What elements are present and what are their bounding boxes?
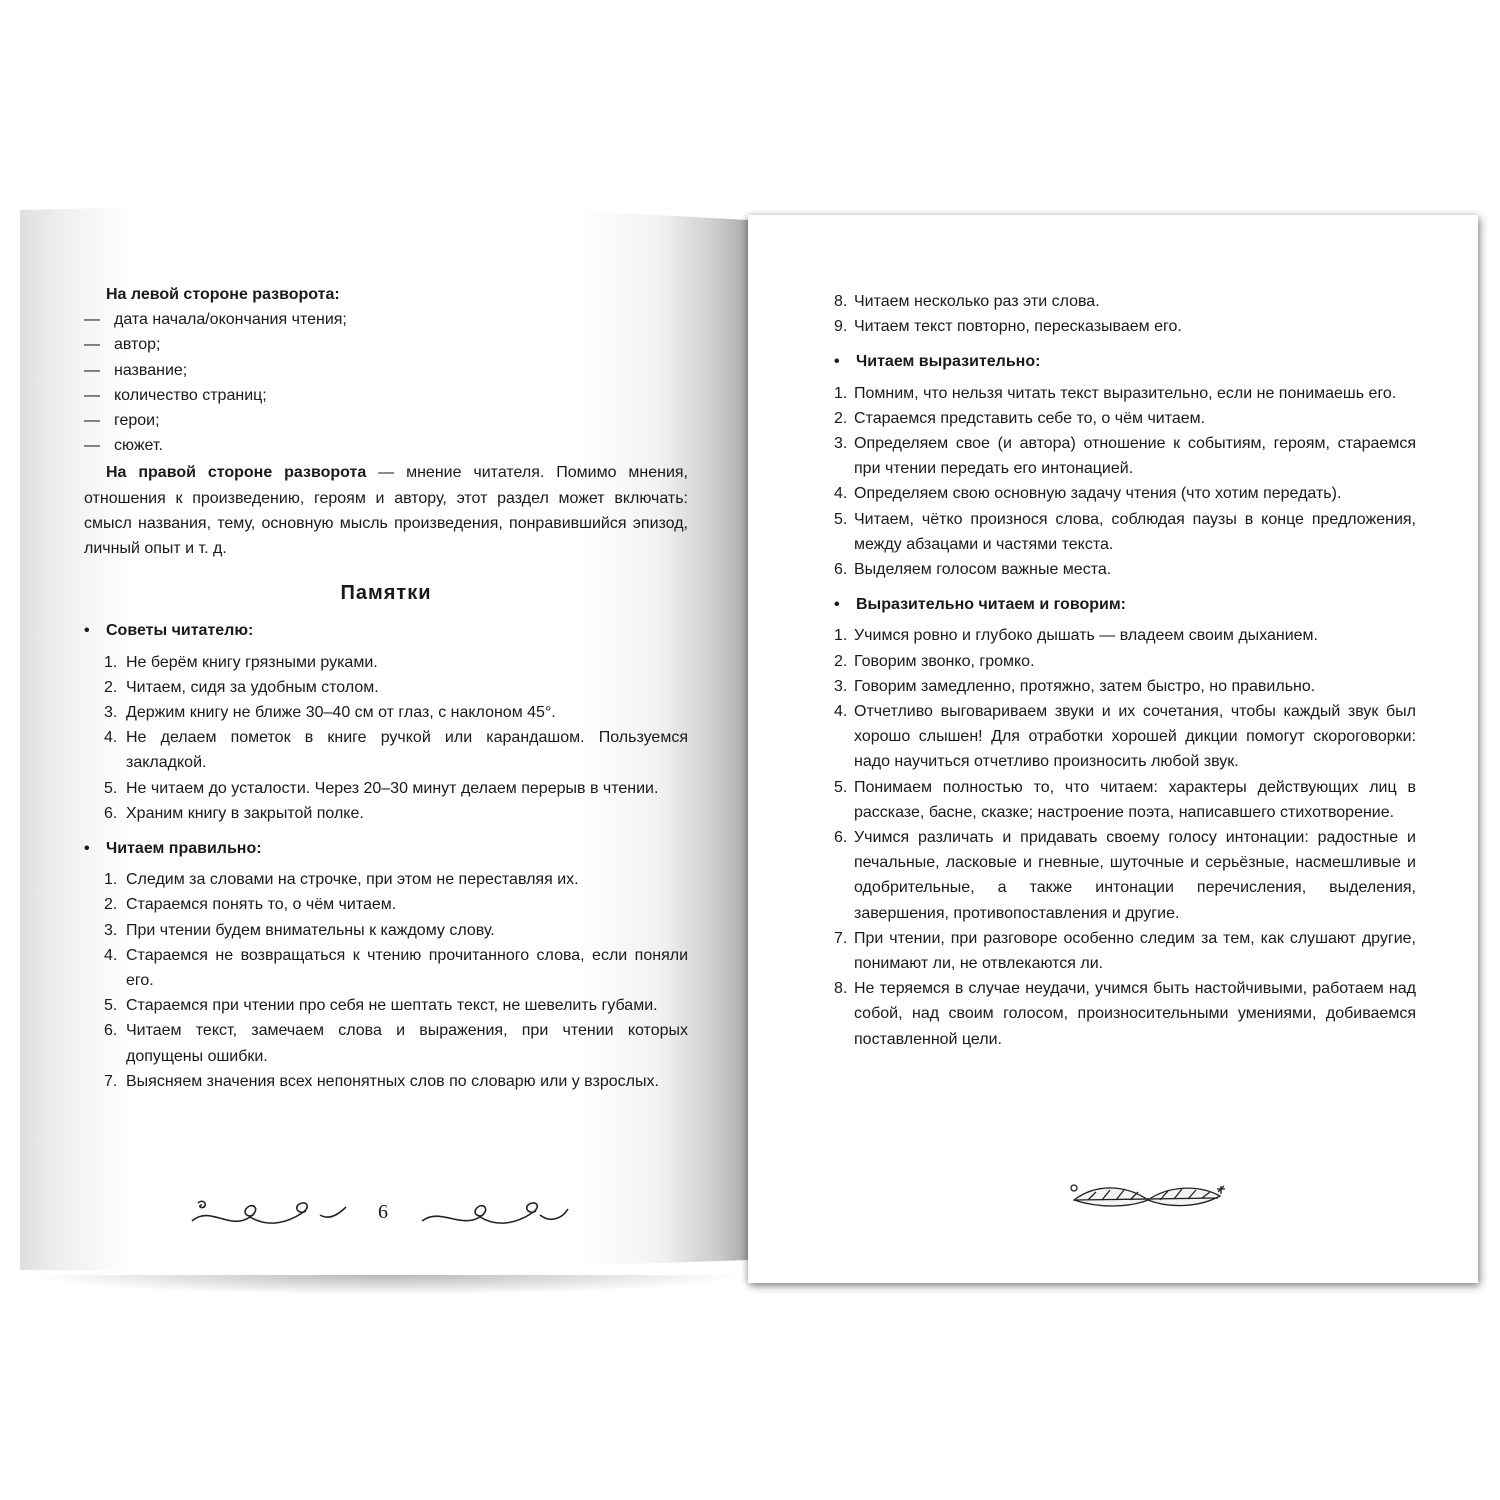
list-item	[834, 623, 1416, 648]
list-item-text: Читаем, сидя за удобным столом.	[126, 678, 379, 696]
list-item	[84, 725, 688, 775]
item-number: 1.	[834, 384, 848, 402]
tips-list	[84, 650, 688, 826]
section-heading-text: Читаем правильно:	[106, 840, 262, 858]
list-item-text: Помним, что нельзя читать текст выразительно, если не понимаешь его.	[854, 384, 1397, 402]
list-item	[84, 993, 688, 1018]
left-side-heading: На левой стороне разворота:	[106, 286, 340, 303]
list-item	[834, 431, 1416, 481]
expressive-list	[834, 381, 1416, 583]
section-heading	[834, 592, 1416, 617]
item-number: 5.	[104, 997, 118, 1015]
list-item	[84, 801, 688, 826]
list-item-text: Отчетливо выговариваем звуки и их сочетания, чтобы каждый звук был хорошо слышен! Для отработки хорошей дикции помогут скороговорки: надо научиться отчетливо произносить любой звук.	[854, 703, 1416, 771]
dash-marker: —	[84, 336, 100, 354]
list-item-text: Говорим замедленно, протяжно, затем быстро, но правильно.	[854, 677, 1316, 695]
list-item	[84, 776, 688, 801]
item-number: 1.	[104, 871, 118, 889]
item-number: 6.	[834, 561, 848, 579]
list-item-text: При чтении, при разговоре особенно следим за тем, как слушают другие, понимают ли, не отвлекаются ли.	[854, 929, 1416, 973]
section-heading-text: Советы читателю:	[106, 622, 254, 640]
list-item-text: Стараемся понять то, о чём читаем.	[126, 896, 397, 914]
section-heading	[84, 618, 688, 643]
continued-list	[834, 289, 1416, 339]
item-number: 5.	[834, 510, 848, 528]
list-item	[84, 433, 688, 458]
right-side-heading: На правой стороне разворота	[106, 464, 367, 482]
list-item	[84, 358, 688, 383]
speaking-list	[834, 623, 1416, 1051]
section-heading-text: Выразительно читаем и говорим:	[856, 596, 1126, 614]
item-number: 1.	[834, 627, 848, 645]
item-number: 2.	[834, 652, 848, 670]
list-item	[834, 976, 1416, 1052]
list-item	[84, 918, 688, 943]
feather-ornament	[1068, 1178, 1228, 1218]
item-number: 4.	[834, 485, 848, 503]
list-item	[84, 307, 688, 332]
list-item-text: Стараемся представить себе то, о чём читаем.	[854, 409, 1206, 427]
list-item	[834, 649, 1416, 674]
list-item-text: дата начала/окончания чтения;	[114, 311, 347, 329]
bullet-icon: •	[834, 596, 840, 614]
footer-ornament	[190, 1195, 570, 1235]
bullet-icon: •	[84, 840, 90, 858]
list-item	[834, 406, 1416, 431]
right-side-text: — мнение читателя. Помимо мнения, отношения к произведению, героям и автору, этот раздел может включать: смысл названия, тему, основную мысль произведения, понравившийся эпизод, личный опыт и т. д.	[84, 464, 688, 558]
item-number: 8.	[834, 293, 848, 310]
list-item	[834, 381, 1416, 406]
list-item	[834, 926, 1416, 976]
list-item-text: Читаем несколько раз эти слова.	[854, 293, 1100, 310]
list-item-text: Определяем свою основную задачу чтения (что хотим передать).	[854, 485, 1342, 503]
list-item	[834, 481, 1416, 506]
item-number: 4.	[834, 703, 848, 721]
list-item-text: Не теряемся в случае неудачи, учимся быть настойчивыми, работаем над собой, над своим голосом, произносительными умениями, добиваемся поставленной цели.	[854, 980, 1416, 1048]
list-item	[84, 383, 688, 408]
list-item-text: Читаем, чётко произнося слова, соблюдая паузы в конце предложения, между абзацами и частями текста.	[854, 510, 1416, 553]
list-item	[834, 289, 1416, 314]
item-number: 3.	[834, 435, 848, 453]
item-number: 4.	[104, 946, 118, 964]
item-number: 3.	[834, 677, 848, 695]
item-number: 2.	[104, 678, 118, 696]
section-heading	[84, 836, 688, 861]
list-item	[834, 775, 1416, 825]
dash-marker: —	[84, 386, 100, 404]
list-item-text: Стараемся при чтении про себя не шептать текст, не шевелить губами.	[126, 997, 658, 1015]
list-item	[834, 557, 1416, 582]
list-item-text: Учимся ровно и глубоко дышать — владеем своим дыханием.	[854, 627, 1318, 645]
list-item-text: Храним книгу в закрытой полке.	[126, 804, 364, 822]
right-side-paragraph	[84, 460, 688, 561]
list-item	[84, 700, 688, 725]
list-item	[84, 408, 688, 433]
list-item-text: Выделяем голосом важные места.	[854, 561, 1112, 579]
list-item-text: Читаем текст, замечаем слова и выражения, при чтении которых допущены ошибки.	[126, 1022, 688, 1065]
list-item	[84, 675, 688, 700]
item-number: 6.	[104, 804, 118, 822]
list-item	[834, 314, 1416, 339]
list-item-text: Не делаем пометок в книге ручкой или карандашом. Пользуемся закладкой.	[126, 729, 688, 772]
list-item-text: сюжет.	[114, 437, 163, 455]
list-item	[834, 507, 1416, 557]
item-number: 3.	[104, 921, 118, 939]
page-shadow	[24, 1275, 748, 1295]
list-item	[84, 892, 688, 917]
item-number: 9.	[834, 318, 848, 336]
right-page-content	[834, 290, 1416, 1056]
dash-marker: —	[84, 412, 100, 430]
dash-marker: —	[84, 311, 100, 329]
item-number: 7.	[834, 929, 848, 947]
item-number: 8.	[834, 980, 848, 998]
reading-list	[84, 867, 688, 1094]
list-item-text: При чтении будем внимательны к каждому слову.	[126, 921, 495, 939]
section-heading	[834, 349, 1416, 374]
item-number: 4.	[104, 729, 118, 747]
item-number: 1.	[104, 653, 118, 671]
list-item-text: название;	[114, 361, 188, 379]
list-item-text: количество страниц;	[114, 386, 267, 404]
list-item-text: Понимаем полностью то, что читаем: характеры действующих лиц в рассказе, басне, сказке; настроение поэта, написавшего стихотворение.	[854, 778, 1416, 821]
list-item-text: Следим за словами на строчке, при этом не переставляя их.	[126, 871, 579, 889]
item-number: 5.	[104, 779, 118, 797]
list-item	[84, 1069, 688, 1094]
item-number: 6.	[104, 1022, 118, 1040]
item-number: 3.	[104, 704, 118, 722]
page-number: 6	[378, 1201, 388, 1223]
list-item	[84, 332, 688, 357]
item-number: 7.	[104, 1072, 118, 1090]
list-item-text: автор;	[114, 336, 161, 354]
list-item	[84, 867, 688, 892]
list-item	[834, 674, 1416, 699]
bullet-icon: •	[834, 353, 840, 371]
page-title: Памятки	[340, 582, 432, 605]
list-item	[84, 943, 688, 993]
item-number: 6.	[834, 829, 848, 847]
list-item-text: Говорим звонко, громко.	[854, 652, 1035, 670]
list-item-text: Не берём книгу грязными руками.	[126, 653, 378, 671]
dash-marker: —	[84, 437, 100, 455]
feather-ornament-icon	[1068, 1178, 1228, 1218]
left-side-list	[84, 307, 688, 458]
list-item	[834, 699, 1416, 775]
list-item-text: Определяем свое (и автора) отношение к событиям, героям, стараемся при чтении передать его интонацией.	[854, 435, 1416, 478]
list-item	[834, 825, 1416, 926]
list-item-text: Читаем текст повторно, пересказываем его.	[854, 318, 1182, 336]
list-item	[84, 1018, 688, 1068]
section-heading-text: Читаем выразительно:	[856, 353, 1041, 371]
list-item-text: Не читаем до усталости. Через 20–30 минут делаем перерыв в чтении.	[126, 779, 659, 797]
list-item-text: Держим книгу не ближе 30–40 см от глаз, с наклоном 45°.	[126, 704, 556, 722]
list-item-text: Стараемся не возвращаться к чтению прочитанного слова, если поняли его.	[126, 946, 688, 990]
item-number: 2.	[834, 409, 848, 427]
list-item-text: герои;	[114, 412, 160, 430]
left-page-content	[84, 282, 688, 1098]
dash-marker: —	[84, 361, 100, 379]
list-item-text: Учимся различать и придавать своему голосу интонации: радостные и печальные, ласковые и гневные, шуточные и серьёзные, насмешливые и одобрительные, а также интонации перечисления, выделения, завершения, противопоставления и другие.	[854, 829, 1416, 922]
bullet-icon: •	[84, 622, 90, 640]
list-item-text: Выясняем значения всех непонятных слов по словарю или у взрослых.	[126, 1072, 659, 1090]
list-item	[84, 650, 688, 675]
item-number: 2.	[104, 896, 118, 914]
item-number: 5.	[834, 778, 848, 796]
